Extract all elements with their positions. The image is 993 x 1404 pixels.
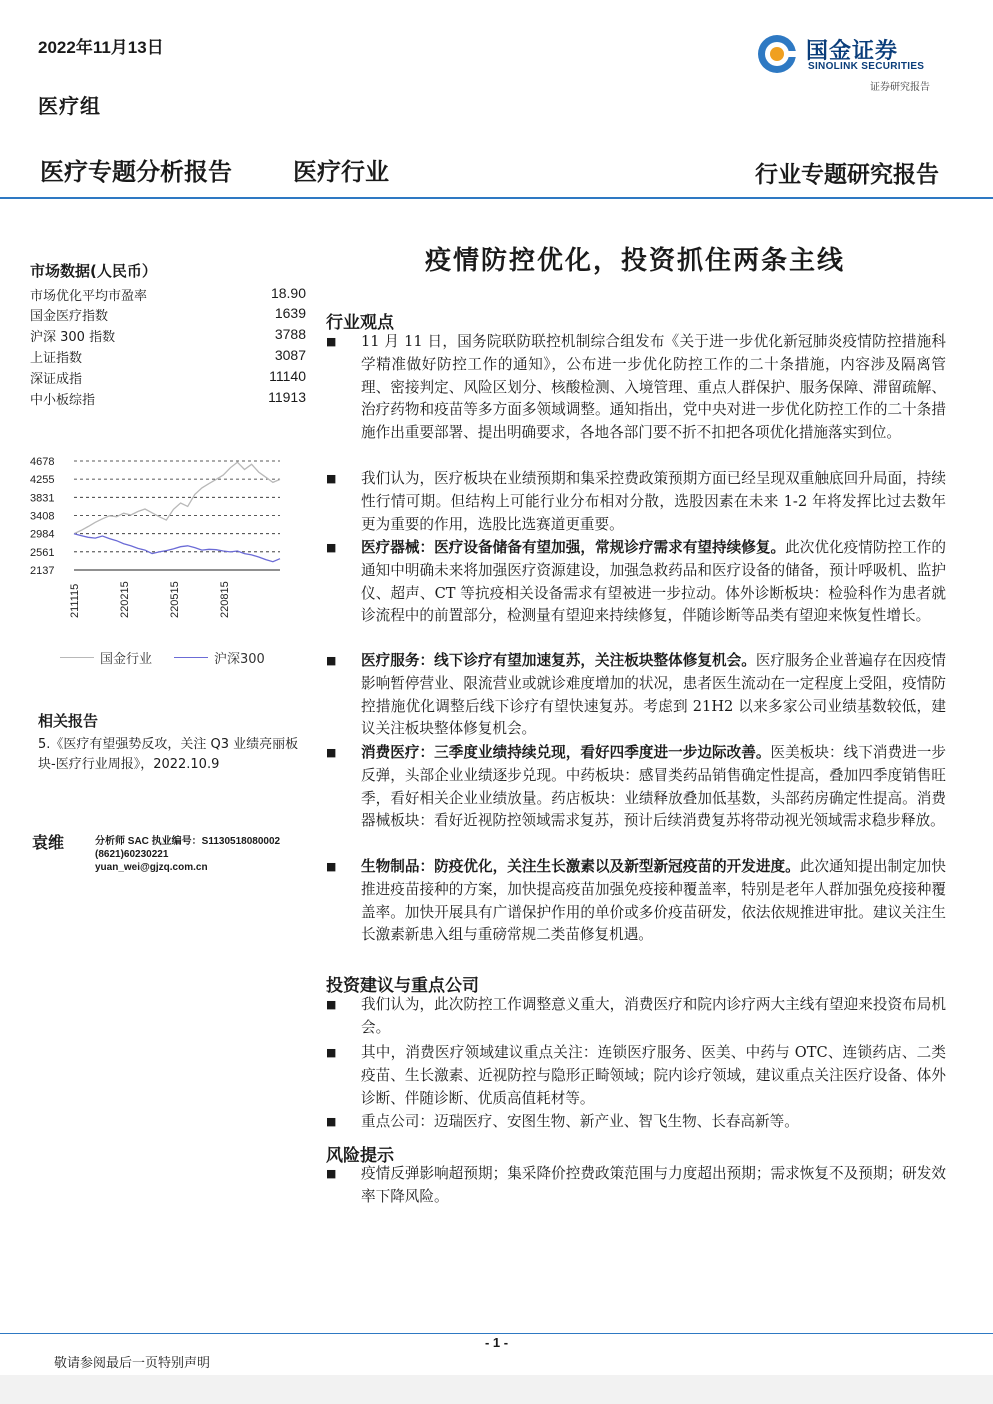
- y-tick-label: 3408: [30, 510, 55, 523]
- bullet-text: [361, 331, 946, 445]
- market-data-label: 中小板综指: [30, 393, 96, 408]
- report-date: 2022年11月13日: [38, 38, 164, 57]
- logo-name: 国金证券: [806, 39, 899, 64]
- legend-label: 国金行业: [100, 652, 153, 667]
- group-name: 医疗组: [38, 94, 101, 118]
- bullet-lead: 医疗服务：线下诊疗有望加速复苏，关注板块整体修复机会。: [361, 652, 756, 669]
- chart-legend: [60, 648, 265, 667]
- market-data-heading: 市场数据(人民币）: [30, 262, 157, 280]
- market-data-row: [30, 285, 306, 304]
- bullet-square-icon: ■: [326, 472, 337, 485]
- market-data-value: 18.90: [270, 285, 306, 301]
- series-line: [74, 534, 280, 562]
- market-data-value: 11140: [269, 368, 306, 384]
- report-title: 疫情防控优化，投资抓住两条主线: [424, 246, 845, 276]
- bullet-item: [326, 742, 946, 833]
- bullet-lead: 医疗器械：医疗设备储备有望加强，常规诊疗需求有望持续修复。: [361, 539, 786, 556]
- bullet-item: [326, 331, 946, 445]
- related-report-link[interactable]: 5.《医疗有望强势反攻，关注 Q3 业绩亮丽板块-医疗行业周报》，2022.10.9: [38, 737, 299, 772]
- bullet-square-icon: ■: [326, 1167, 337, 1180]
- market-data-label: 深证成指: [30, 372, 83, 387]
- x-tick-label: 220815: [219, 581, 231, 618]
- y-tick-label: 2984: [30, 528, 55, 541]
- legend-label: 沪深300: [214, 652, 265, 667]
- bullet-text: [361, 1111, 946, 1134]
- analyst-phone: (8621)60230221: [95, 849, 169, 860]
- bullet-item: [326, 1042, 946, 1110]
- analyst-cert: 分析师 SAC 执业编号：S1130518080002: [95, 836, 281, 847]
- y-tick-label: 3831: [30, 492, 55, 505]
- bullet-text: [361, 650, 946, 741]
- bullet-body: 医美板块：线下消费进一步反弹，头部企业业绩逐步兑现。中药板块：感冒类药品销售确定性提高，叠加四季度销售旺季，看好相关企业业绩放量。药店板块：业绩释放叠加低基数，头部药房确定性提高。消费器械板块：看好近视防控领域需求复苏，预计后续消费复苏将带动视光领域需求稳步释放。: [361, 744, 946, 830]
- market-data-value: 3087: [274, 347, 306, 363]
- disclaimer-note: 敬请参阅最后一页特别声明: [54, 1356, 211, 1371]
- section-heading-view: 行业观点: [326, 313, 394, 333]
- series-line: [74, 462, 280, 534]
- bullet-text: [361, 994, 946, 1040]
- market-data-value: 11913: [268, 389, 306, 405]
- bullet-square-icon: ■: [326, 1115, 337, 1128]
- x-tick-label: 211115: [69, 583, 81, 618]
- bullet-item: [326, 468, 946, 536]
- bullet-square-icon: ■: [326, 654, 337, 667]
- bullet-square-icon: ■: [326, 860, 337, 873]
- bullet-text: [361, 1042, 946, 1110]
- bullet-square-icon: ■: [326, 335, 337, 348]
- bullet-item: [326, 1111, 946, 1134]
- logo-subtitle: 证券研究报告: [870, 82, 930, 93]
- y-tick-label: 2137: [30, 565, 55, 577]
- bullet-square-icon: ■: [326, 541, 337, 554]
- market-data-label: 国金医疗指数: [30, 309, 109, 324]
- bullet-body: 我们认为，此次防控工作调整意义重大，消费医疗和院内诊疗两大主线有望迎来投资布局机会。: [361, 996, 946, 1036]
- bullet-item: [326, 1163, 946, 1209]
- header-divider: [0, 197, 993, 199]
- bullet-text: [361, 537, 946, 628]
- bullet-lead: 消费医疗：三季度业绩持续兑现，看好四季度进一步边际改善。: [361, 744, 771, 761]
- legend-item-hs300: [174, 648, 265, 667]
- bullet-body: 其中，消费医疗领域建议重点关注：连锁医疗服务、医美、中药与 OTC、连锁药店、二类疫苗、生长激素、近视防控与隐形正畸领域；院内诊疗领域，建议重点关注医疗设备、体外诊断、伴随诊断、优质高值耗材等。: [361, 1044, 946, 1107]
- report-type: 行业专题研究报告: [755, 161, 939, 188]
- x-tick-label: 220215: [119, 581, 131, 618]
- analyst-name: 袁维: [32, 833, 65, 852]
- legend-swatch: [60, 657, 94, 658]
- industry-name: 医疗行业: [293, 158, 389, 186]
- market-data-row: [30, 368, 306, 387]
- legend-swatch: [174, 657, 208, 658]
- bullet-square-icon: ■: [326, 1046, 337, 1059]
- section-heading-risk: 风险提示: [326, 1146, 394, 1166]
- related-reports-heading: 相关报告: [38, 712, 99, 730]
- y-tick-label: 2561: [30, 546, 55, 559]
- bullet-text: [361, 856, 946, 947]
- logo-english: SINOLINK SECURITIES: [808, 61, 925, 72]
- market-data-row: [30, 326, 306, 345]
- bullet-item: [326, 856, 946, 947]
- analyst-info: [95, 835, 280, 874]
- market-data-label: 市场优化平均市盈率: [30, 289, 148, 304]
- x-tick-label: 220515: [169, 581, 181, 618]
- market-data-value: 3788: [274, 326, 306, 342]
- bullet-text: [361, 742, 946, 833]
- bullet-body: 我们认为，医疗板块在业绩预期和集采控费政策预期方面已经呈现双重触底回升局面，持续性行情可期。但结构上可能行业分布相对分散，选股因素在未来 1-2 年将发挥比过去数年更为重要的作用，选股比选赛道更重要。: [361, 470, 946, 533]
- section-heading-invest: 投资建议与重点公司: [326, 976, 479, 996]
- y-tick-label: 4678: [30, 456, 55, 468]
- bullet-item: [326, 537, 946, 628]
- bullet-lead: 生物制品：防疫优化，关注生长激素以及新型新冠疫苗的开发进度。: [361, 858, 800, 875]
- bullet-body: 11 月 11 日，国务院联防联控机制综合组发布《关于进一步优化新冠肺炎疫情防控措施科学精准做好防控工作的通知》，公布进一步优化防控工作的二十条措施，内容涉及隔离管理、密接判定、风险区划分、核酸检测、入境管理、重点人群保护、服务保障、滞留疏解、治疗药物和疫苗等多方面多领域调整。通知指出，党中央对进一步优化防控工作的二十条措施作出重要部署、提出明确要求，各地各部门要不折不扣把各项优化措施落实到位。: [361, 333, 946, 442]
- bullet-body: 医疗服务企业普遍存在因疫情影响暂停营业、限流营业或就诊难度增加的状况，患者医生流动在一定程度上受阻，疫情防控措施优化调整后线下诊疗有望快速复苏。考虑到 21H2 以来多家公司业绩基数较低，建议关注板块整体修复机会。: [361, 652, 946, 738]
- page-bottom-band: [0, 1375, 993, 1404]
- bullet-item: [326, 994, 946, 1040]
- bullet-square-icon: ■: [326, 998, 337, 1011]
- analyst-email[interactable]: yuan_wei@gjzq.com.cn: [95, 862, 208, 873]
- bullet-text: [361, 1163, 946, 1209]
- footer-divider: [0, 1333, 993, 1334]
- bullet-square-icon: ■: [326, 746, 337, 759]
- market-data-row: [30, 347, 306, 366]
- index-chart: [28, 445, 288, 625]
- bullet-text: [361, 468, 946, 536]
- market-data-label: 上证指数: [30, 351, 83, 366]
- bullet-body: 此次通知提出制定加快推进疫苗接种的方案，加快提高疫苗加强免疫接种覆盖率，特别是老年人群加强免疫接种覆盖率。加快开展具有广谱保护作用的单价或多价疫苗研发，依法依规推进审批。建议关注生长激素新患入组与重磅常规二类苗修复机遇。: [361, 858, 946, 944]
- report-series: 医疗专题分析报告: [40, 158, 232, 186]
- page-number: - 1 -: [484, 1335, 509, 1350]
- market-data-row: [30, 389, 306, 408]
- legend-item-industry: [60, 648, 152, 667]
- market-data-label: 沪深 300 指数: [30, 330, 116, 345]
- bullet-body: 此次优化疫情防控工作的通知中明确未来将加强医疗资源建设，加强急救药品和医疗设备的储备，预计呼吸机、监护仪、超声、CT 等抗疫相关设备需求有望被进一步拉动。体外诊断板块：检验科作为患者就诊流程中的前置部分，检测量有望迎来持续修复，伴随诊断等品类有望迎来恢复性增长。: [361, 539, 946, 625]
- bullet-body: 重点公司：迈瑞医疗、安图生物、新产业、智飞生物、长春高新等。: [361, 1113, 799, 1130]
- y-tick-label: 4255: [30, 474, 55, 487]
- bullet-item: [326, 650, 946, 741]
- market-data-value: 1639: [274, 305, 306, 321]
- bullet-body: 疫情反弹影响超预期；集采降价控费政策范围与力度超出预期；需求恢复不及预期；研发效率下降风险。: [361, 1165, 946, 1205]
- market-data-row: [30, 305, 306, 324]
